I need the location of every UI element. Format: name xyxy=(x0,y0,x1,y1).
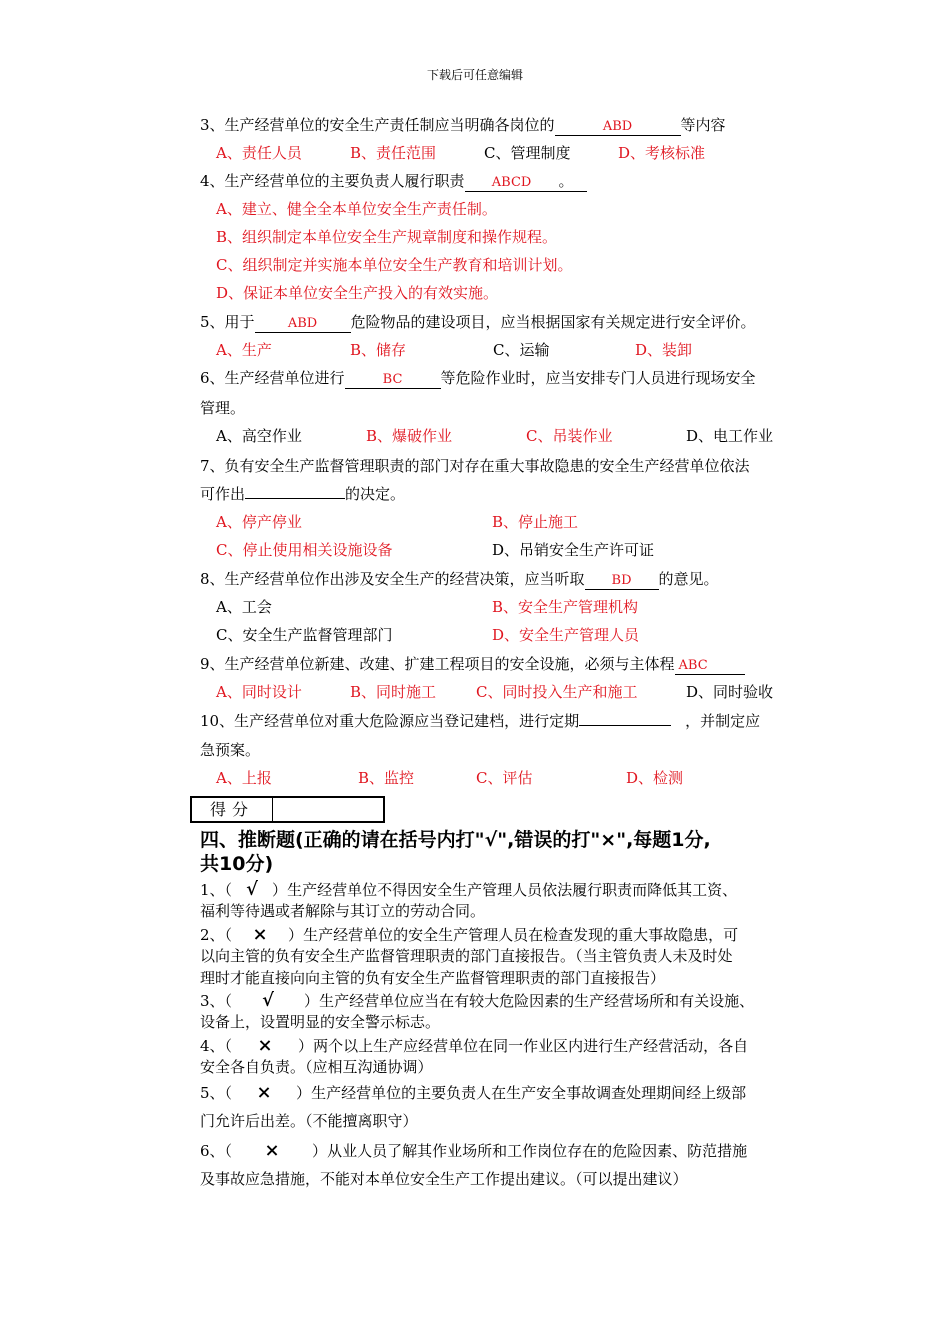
question-6: 6、生产经营单位进行 BC 等危险作业时，应当安排专门人员进行现场安全 xyxy=(200,369,756,387)
options-8a: A、工会 B、安全生产管理机构 xyxy=(216,598,639,616)
options-3: A、责任人员 B、责任范围 C、管理制度 D、考核标准 xyxy=(216,144,706,162)
answer-10-blank xyxy=(579,711,671,726)
options-7b: C、停止使用相关设施设备 D、吊销安全生产许可证 xyxy=(216,541,655,559)
score-label: 得分 xyxy=(192,798,273,821)
question-3: 3、生产经营单位的安全生产责任制应当明确各岗位的 ABD 等内容 xyxy=(200,116,726,134)
answer-4: ABCD xyxy=(465,175,559,192)
answer-7-blank xyxy=(245,484,345,499)
judge-4: 4、（ × ）两个以上生产应经营单位在同一作业区内进行生产经营活动，各自 xyxy=(200,1035,749,1056)
judge-6: 6、（ × ）从业人员了解其作业场所和工作岗位存在的危险因素、防范措施 xyxy=(200,1140,748,1161)
score-box xyxy=(190,796,385,823)
answer-3: ABD xyxy=(555,119,681,136)
options-8b: C、安全生产监督管理部门 D、安全生产管理人员 xyxy=(216,626,640,644)
judge-1: 1、（ √ ）生产经营单位不得因安全生产管理人员依法履行职责而降低其工资、 xyxy=(200,879,738,900)
judge-3: 3、（ √ ）生产经营单位应当在有较大危险因素的生产经营场所和有关设施、 xyxy=(200,990,755,1011)
cross-mark-icon: × xyxy=(256,1082,272,1103)
question-8: 8、生产经营单位作出涉及安全生产的经营决策，应当听取 BD 的意见。 xyxy=(200,570,719,588)
cross-mark-icon: × xyxy=(264,1140,280,1161)
score-field[interactable] xyxy=(273,798,383,821)
question-5: 5、用于 ABD 危险物品的建设项目，应当根据国家有关规定进行安全评价。 xyxy=(200,313,756,331)
cross-mark-icon: × xyxy=(257,1035,273,1056)
options-10: A、上报 B、监控 C、评估 D、检测 xyxy=(216,769,684,787)
options-6: A、高空作业 B、爆破作业 C、吊装作业 D、电工作业 xyxy=(216,427,774,445)
check-mark-icon: √ xyxy=(262,990,274,1011)
question-10: 10、生产经营单位对重大危险源应当登记建档，进行定期 ，并制定应 xyxy=(200,712,761,730)
question-4: 4、生产经营单位的主要负责人履行职责 ABCD 。 xyxy=(200,171,587,192)
cross-mark-icon: × xyxy=(252,924,268,945)
page-header: 下载后可任意编辑 xyxy=(426,68,523,82)
judge-5: 5、（ × ）生产经营单位的主要负责人在生产安全事故调查处理期间经上级部 xyxy=(200,1082,747,1103)
answer-6: BC xyxy=(345,372,441,389)
section-4-title: 四、推断题(正确的请在括号内打"√",错误的打"×",每题1分, xyxy=(200,829,711,851)
answer-8: BD xyxy=(585,573,659,590)
options-5: A、生产 B、储存 C、运输 D、装卸 xyxy=(216,341,693,359)
check-mark-icon: √ xyxy=(246,879,258,900)
options-7a: A、停产停业 B、停止施工 xyxy=(216,513,579,531)
question-7: 7、负有安全生产监督管理职责的部门对存在重大事故隐患的安全生产经营单位依法 xyxy=(200,457,750,475)
answer-9: ABC xyxy=(675,658,745,675)
question-9: 9、生产经营单位新建、改建、扩建工程项目的安全设施，必须与主体程 ABC xyxy=(200,654,745,675)
judge-2: 2、（ × ）生产经营单位的安全生产管理人员在检查发现的重大事故隐患，可 xyxy=(200,924,739,945)
options-9: A、同时设计 B、同时施工 C、同时投入生产和施工 D、同时验收 xyxy=(216,683,774,701)
answer-5: ABD xyxy=(255,316,351,333)
